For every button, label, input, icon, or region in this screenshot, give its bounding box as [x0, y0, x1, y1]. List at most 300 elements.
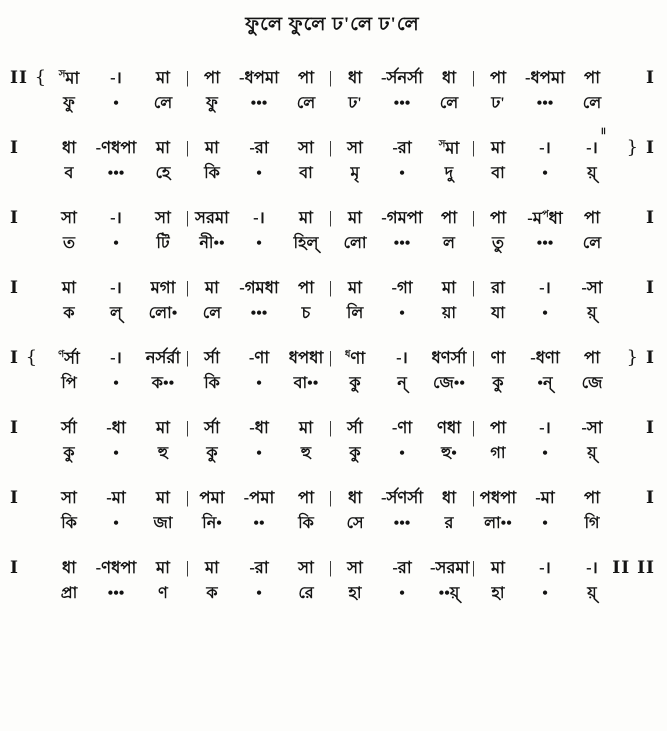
lyric-cell [336, 516, 374, 532]
text: য়্ [587, 445, 597, 462]
note-cell [88, 280, 144, 297]
line-boundary-mark: I [646, 418, 655, 438]
text: ধা [441, 68, 457, 87]
line-start-mark [10, 490, 50, 507]
note-cell [193, 560, 231, 577]
text: পধপা [479, 488, 517, 507]
text: -গা [391, 278, 413, 297]
note-cell [231, 350, 287, 367]
lyric-cell [336, 586, 374, 602]
line-end-mark [611, 420, 655, 437]
lyric-cell [193, 516, 231, 532]
text: -পমা [243, 488, 275, 507]
text: -। [539, 558, 551, 577]
text: -। [253, 208, 265, 227]
notation-body [10, 69, 655, 602]
text: সা [298, 558, 314, 577]
text: পা [490, 68, 506, 87]
lyric-cell [374, 236, 430, 252]
lyric-cell [517, 376, 573, 392]
measure-bar: | [328, 138, 333, 157]
note-cell [374, 140, 430, 157]
lyrics-line [10, 446, 655, 462]
line-end-mark [611, 349, 655, 367]
lyrics-line [10, 96, 655, 112]
lyric-cell [336, 376, 374, 392]
note-cell [336, 70, 374, 87]
note-cell [430, 70, 468, 87]
text: হু• [441, 445, 457, 462]
text: মা [348, 208, 362, 227]
text: ধা [347, 68, 363, 87]
text: মা [156, 138, 170, 157]
lyric-cell [144, 306, 182, 322]
text: -ম [527, 208, 542, 227]
text: -মা [106, 488, 126, 507]
repeat-brace: } [626, 137, 640, 158]
text: র্সা [347, 418, 363, 437]
measure-bar: | [471, 68, 476, 87]
text: ধপধা [288, 348, 324, 367]
text: সা [347, 558, 363, 577]
section-end-mark: ॥ [600, 126, 607, 137]
measure-bar: | [328, 348, 333, 367]
lyric-cell [517, 236, 573, 252]
notes-line [10, 279, 655, 297]
text: লি [346, 305, 364, 322]
lyric-cell [374, 306, 430, 322]
text: -গমধা [239, 278, 279, 297]
text: পা [584, 488, 600, 507]
lyric-cell [517, 586, 573, 602]
text: চ [301, 305, 311, 322]
text: লে [202, 305, 222, 322]
note-cell [573, 420, 611, 437]
text: -সরমা [430, 558, 470, 577]
lyric-cell [430, 586, 468, 602]
text: ••• [393, 235, 411, 252]
text: কু [492, 375, 504, 392]
lyric-cell [144, 446, 182, 462]
line-start-mark [10, 349, 50, 367]
text: বা•• [293, 375, 319, 392]
lyric-cell [144, 236, 182, 252]
lyric-cell [374, 516, 430, 532]
text: ধা [548, 208, 563, 227]
text: ক [63, 305, 75, 322]
text: য়্ [587, 165, 597, 182]
note-cell [88, 490, 144, 507]
lyric-cell [573, 446, 611, 462]
note-cell [287, 350, 325, 367]
note-cell [374, 70, 430, 87]
text: মা [491, 558, 505, 577]
text: বা [491, 165, 505, 182]
note-cell [430, 280, 468, 297]
text: ফু [206, 95, 218, 112]
text: লো• [148, 305, 178, 322]
note-cell [287, 280, 325, 297]
lyric-cell [287, 376, 325, 392]
note-cell [193, 420, 231, 437]
lyrics-line [10, 306, 655, 322]
lyric-cell [88, 446, 144, 462]
line-boundary-mark: I [10, 488, 19, 508]
lyric-cell [231, 586, 287, 602]
lyric-cell [573, 586, 611, 602]
lyric-cell [144, 376, 182, 392]
note-cell [573, 210, 611, 227]
measure-bar: | [185, 208, 190, 227]
note-cell [479, 280, 517, 297]
text: লা•• [484, 515, 512, 532]
lyric-cell [573, 96, 611, 112]
text: কি [204, 375, 220, 392]
text: নি• [202, 515, 222, 532]
note-cell [144, 490, 182, 507]
text: সা [298, 138, 314, 157]
notes-line [10, 349, 655, 367]
measure-bar: | [328, 68, 333, 87]
text: -। [110, 278, 122, 297]
note-cell [144, 420, 182, 437]
lyric-cell [193, 96, 231, 112]
note-cell [430, 140, 468, 157]
text: -। [396, 348, 408, 367]
lyrics-line [10, 516, 655, 532]
text: কি [298, 515, 314, 532]
line-boundary-mark: II [612, 558, 631, 578]
text: মা [491, 138, 505, 157]
note-cell [144, 560, 182, 577]
lyric-cell [50, 376, 88, 392]
line-boundary-mark: I [639, 348, 655, 368]
text: • [399, 305, 405, 322]
lyric-cell [336, 96, 374, 112]
line-boundary-mark: I [10, 558, 19, 578]
line-end-mark [611, 139, 655, 157]
text: র্সা [204, 348, 220, 367]
lyric-cell [193, 586, 231, 602]
note-cell [88, 420, 144, 437]
note-cell [88, 560, 144, 577]
lyric-cell [573, 236, 611, 252]
lyric-cell [573, 166, 611, 182]
note-cell [374, 350, 430, 367]
grace-note: প [541, 208, 549, 220]
measure-bar: | [185, 418, 190, 437]
text: য়া [441, 305, 457, 322]
measure-bar: | [328, 558, 333, 577]
note-cell [517, 560, 573, 577]
text: • [399, 165, 405, 182]
line-start-mark [10, 280, 50, 297]
text: মা [445, 138, 460, 157]
line-boundary-mark: I [646, 68, 655, 88]
note-cell [336, 210, 374, 227]
text: ণধা [436, 418, 461, 437]
measure-bar: | [328, 278, 333, 297]
text: -ধা [106, 418, 126, 437]
line-boundary-mark: I [646, 488, 655, 508]
lyric-cell [517, 446, 573, 462]
text: র্সা [61, 418, 77, 437]
text: লে [296, 95, 316, 112]
note-cell [336, 420, 374, 437]
lyric-cell [479, 166, 517, 182]
text: পা [441, 208, 457, 227]
note-cell [430, 210, 468, 227]
line-end-mark [611, 490, 655, 507]
measure-bar: | [185, 348, 190, 367]
note-cell [231, 560, 287, 577]
text: ক [206, 585, 218, 602]
lyric-cell [479, 446, 517, 462]
lyric-cell [479, 306, 517, 322]
note-cell [430, 350, 468, 367]
text: য়্ [587, 585, 597, 602]
lyric-cell [336, 166, 374, 182]
note-cell [88, 140, 144, 157]
text: লে [582, 235, 602, 252]
text: পা [298, 278, 314, 297]
lyric-cell [430, 516, 468, 532]
text: ••• [393, 515, 411, 532]
text: ঢ' [491, 95, 505, 112]
lyric-cell [374, 376, 430, 392]
lyric-cell [287, 586, 325, 602]
text: রা [491, 278, 505, 297]
text: ধা [61, 558, 77, 577]
text: সা [61, 208, 77, 227]
line-start-mark [10, 69, 50, 87]
line-boundary-mark: I [10, 348, 19, 368]
text: কি [61, 515, 77, 532]
note-cell [517, 140, 573, 157]
text: • [542, 305, 548, 322]
lyric-cell [287, 306, 325, 322]
note-cell [479, 210, 517, 227]
text: ব [64, 165, 74, 182]
note-cell [88, 350, 144, 367]
text: পা [490, 418, 506, 437]
text: সা [347, 138, 363, 157]
line-boundary-mark: I [10, 418, 19, 438]
lyric-cell [573, 306, 611, 322]
text: ••• [250, 95, 268, 112]
lyrics-line [10, 586, 655, 602]
text: -সা [581, 278, 603, 297]
lyric-cell [193, 306, 231, 322]
notes-line [10, 419, 655, 437]
grace-note: ধ [344, 348, 351, 360]
grace-note: ণ [58, 348, 65, 360]
lyrics-line [10, 376, 655, 392]
note-cell [144, 70, 182, 87]
text: -ধপমা [525, 68, 565, 87]
grace-note: স [438, 138, 446, 150]
lyric-cell [336, 446, 374, 462]
text: মা [348, 278, 362, 297]
lyric-cell [50, 446, 88, 462]
note-cell [50, 350, 88, 367]
text: • [113, 445, 119, 462]
note-cell [374, 420, 430, 437]
measure-bar: | [328, 418, 333, 437]
text: লে [439, 95, 459, 112]
lyric-cell [231, 516, 287, 532]
text: পা [584, 348, 600, 367]
note-cell [517, 280, 573, 297]
text: কু [349, 445, 361, 462]
text: -মা [535, 488, 555, 507]
measure-bar: | [185, 138, 190, 157]
note-cell [193, 210, 231, 227]
text: • [256, 585, 262, 602]
notes-line [10, 559, 655, 577]
lyric-cell [374, 446, 430, 462]
text: পা [204, 68, 220, 87]
text: • [256, 375, 262, 392]
lyric-cell [287, 516, 325, 532]
note-cell [517, 210, 573, 227]
lyric-cell [88, 516, 144, 532]
note-cell [479, 560, 517, 577]
text: • [542, 445, 548, 462]
text: • [113, 515, 119, 532]
note-cell [193, 140, 231, 157]
note-cell [50, 490, 88, 507]
text: -র্সনর্সা [381, 68, 423, 87]
note-cell [144, 210, 182, 227]
lyric-cell [573, 376, 611, 392]
lyric-cell [50, 516, 88, 532]
text: ন্ [397, 375, 407, 392]
lyric-cell [430, 376, 468, 392]
note-cell [479, 350, 517, 367]
text: জে [581, 375, 603, 392]
grace-note: স [58, 68, 66, 80]
text: দু [444, 165, 454, 182]
note-cell [287, 140, 325, 157]
lyric-cell [144, 96, 182, 112]
line-end-mark [611, 280, 655, 297]
measure-bar: | [471, 488, 476, 507]
text: ••• [393, 95, 411, 112]
text: র্সা [64, 348, 80, 367]
text: জা [153, 515, 173, 532]
text: গি [584, 515, 600, 532]
lyric-cell [430, 96, 468, 112]
text: ••• [536, 235, 554, 252]
lyric-cell [479, 236, 517, 252]
text: • [113, 375, 119, 392]
text: • [113, 95, 119, 112]
lyric-cell [231, 96, 287, 112]
text: সে [346, 515, 364, 532]
note-cell [336, 280, 374, 297]
text: জে•• [432, 375, 465, 392]
note-cell [287, 560, 325, 577]
notes-line [10, 126, 655, 158]
text: হু [157, 445, 169, 462]
text: মৃ [350, 165, 360, 182]
line-boundary-mark: I [646, 278, 655, 298]
text: ধা [61, 138, 77, 157]
lyric-cell [287, 446, 325, 462]
lyric-cell [231, 446, 287, 462]
lyric-cell [517, 166, 573, 182]
note-cell [374, 560, 430, 577]
text: লে [582, 95, 602, 112]
lyric-cell [88, 96, 144, 112]
text: -। [110, 348, 122, 367]
measure-bar: | [471, 418, 476, 437]
text: ক•• [151, 375, 175, 392]
line-start-mark [10, 420, 50, 437]
text: • [256, 235, 262, 252]
note-cell [479, 140, 517, 157]
note-cell [336, 560, 374, 577]
text: সরমা [195, 208, 229, 227]
note-cell [193, 490, 231, 507]
line-start-mark [10, 210, 50, 227]
lyric-cell [479, 516, 517, 532]
note-cell [430, 560, 468, 577]
lyric-cell [374, 586, 430, 602]
text: মা [205, 138, 219, 157]
lyric-cell [517, 516, 573, 532]
note-cell [88, 210, 144, 227]
lyric-cell [517, 306, 573, 322]
text: ••• [250, 305, 268, 322]
text: সা [61, 488, 77, 507]
text: মা [65, 68, 80, 87]
lyric-cell [193, 376, 231, 392]
lyric-cell [193, 446, 231, 462]
note-cell [573, 126, 611, 157]
lyric-cell [88, 236, 144, 252]
note-cell [573, 280, 611, 297]
note-cell [479, 420, 517, 437]
text: মা [156, 558, 170, 577]
text: মা [299, 418, 313, 437]
note-cell [231, 280, 287, 297]
text: -রা [249, 558, 269, 577]
text: তু [491, 235, 504, 252]
lyric-cell [231, 166, 287, 182]
text: নী•• [199, 235, 225, 252]
notes-line [10, 489, 655, 507]
text: মগা [150, 278, 176, 297]
lyric-cell [50, 306, 88, 322]
note-cell [479, 490, 517, 507]
line-boundary-mark: I [639, 138, 655, 158]
text: ধা [347, 488, 363, 507]
note-cell [193, 70, 231, 87]
lyric-cell [479, 586, 517, 602]
text: পা [584, 68, 600, 87]
text: ••• [107, 585, 125, 602]
lyric-cell [430, 446, 468, 462]
note-cell [287, 210, 325, 227]
text: বা [299, 165, 313, 182]
song-title: ফুলে ফুলে ঢ'লে ঢ'লে [245, 14, 420, 35]
text: গা [490, 445, 506, 462]
note-cell [479, 70, 517, 87]
text: পা [298, 488, 314, 507]
text: -। [539, 418, 551, 437]
